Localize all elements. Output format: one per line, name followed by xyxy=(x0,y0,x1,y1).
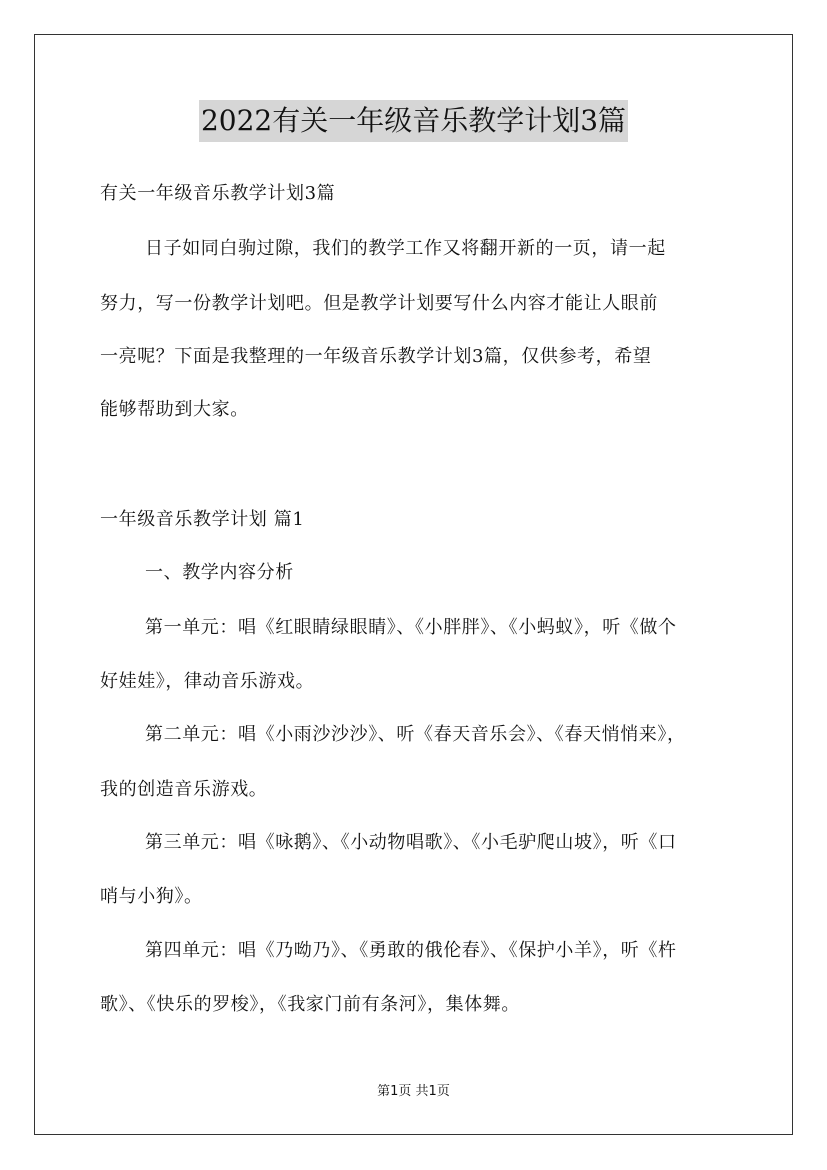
intro-line-2: 努力，写一份教学计划吧。但是教学计划要写什么内容才能让人眼前 xyxy=(100,293,658,314)
unit-line-8: 歌》、《快乐的罗梭》，《我家门前有条河》，集体舞。 xyxy=(100,994,520,1015)
document-subtitle: 有关一年级音乐教学计划3篇 xyxy=(100,183,336,204)
unit-line-3: 第二单元：唱《小雨沙沙沙》、听《春天音乐会》、《春天悄悄来》， xyxy=(145,724,686,745)
section-heading: 一年级音乐教学计划 篇1 xyxy=(100,509,305,530)
document-title-text: 2022有关一年级音乐教学计划3篇 xyxy=(199,100,628,142)
unit-line-2: 好娃娃》，律动音乐游戏。 xyxy=(100,671,315,692)
unit-line-6: 哨与小狗》。 xyxy=(100,886,203,907)
intro-line-1: 日子如同白驹过隙，我们的教学工作又将翻开新的一页，请一起 xyxy=(145,238,666,259)
unit-line-4: 我的创造音乐游戏。 xyxy=(100,779,268,800)
unit-line-5: 第三单元：唱《咏鹅》、《小动物唱歌》、《小毛驴爬山坡》，听《口 xyxy=(145,832,677,853)
subsection-heading: 一、教学内容分析 xyxy=(145,562,294,583)
intro-line-4: 能够帮助到大家。 xyxy=(100,399,249,420)
intro-line-3: 一亮呢？下面是我整理的一年级音乐教学计划3篇，仅供参考，希望 xyxy=(100,346,652,367)
document-title xyxy=(0,100,827,142)
page-footer: 第1页 共1页 xyxy=(377,1084,450,1099)
unit-line-7: 第四单元：唱《乃呦乃》、《勇敢的俄伦春》、《保护小羊》，听《杵 xyxy=(145,940,677,961)
unit-line-1: 第一单元：唱《红眼睛绿眼睛》、《小胖胖》、《小蚂蚁》，听《做个 xyxy=(145,617,677,638)
